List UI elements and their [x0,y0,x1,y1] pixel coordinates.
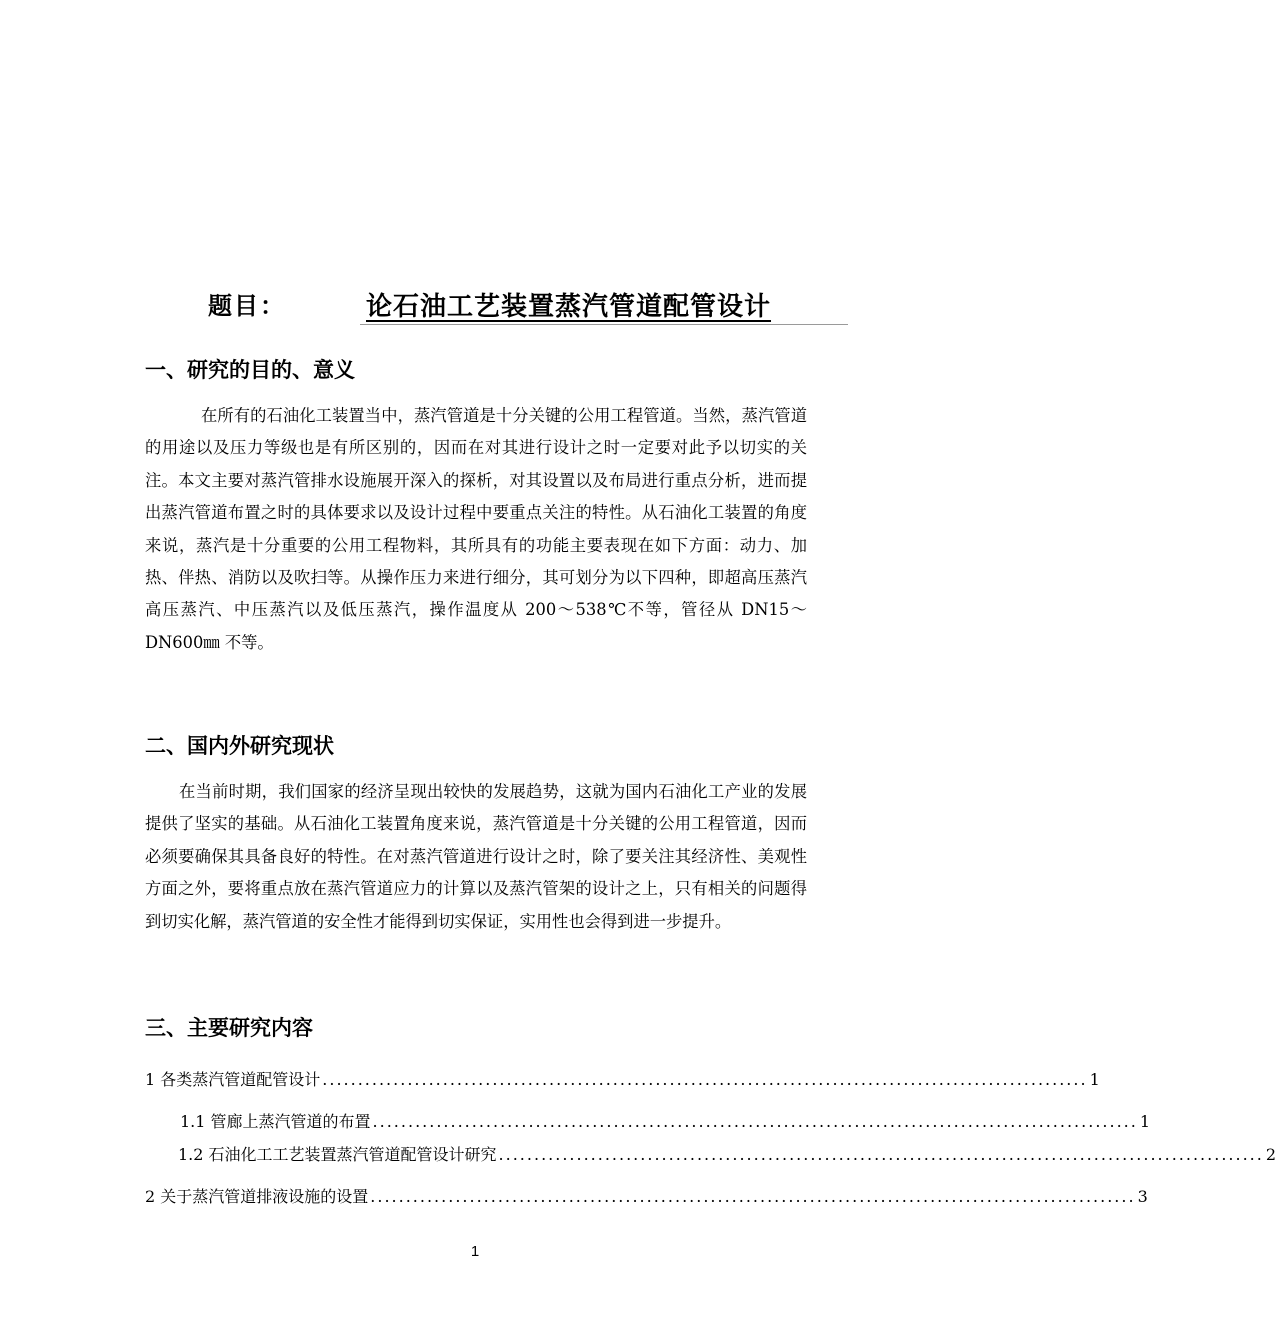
toc-entry[interactable] [145,1070,1100,1090]
section-heading-purpose: 一、研究的目的、意义 [145,358,355,382]
toc-entry[interactable] [180,1112,1151,1132]
toc-entry[interactable] [145,1187,1148,1207]
page-number: 1 [470,1243,480,1260]
title-underline-rule [360,324,848,325]
toc-leader-dots: ............................................................................................................ [498,1145,1264,1164]
title-row [0,286,950,326]
toc-leader-dots: ............................................................................................................ [372,1112,1138,1131]
section-paragraph-purpose: 在所有的石油化工装置当中，蒸汽管道是十分关键的公用工程管道。当然，蒸汽管道的用途以及压力等级也是有所区别的，因而在对其进行设计之时一定要对此予以切实的关注。本文主要对蒸汽管排水设施展开深入的探析，对其设置以及布局进行重点分析，进而提出蒸汽管道布置之时的具体要求以及设计过程中要重点关注的特性。从石油化工装置的角度来说，蒸汽是十分重要的公用工程物料，其所具有的功能主要表现在如下方面：动力、加热、伴热、消防以及吹扫等。从操作压力来进行细分，其可划分为以下四种，即超高压蒸汽高压蒸汽、中压蒸汽以及低压蒸汽，操作温度从 200～538℃不等，管径从 DN15～DN600㎜ 不等。 [145,406,807,652]
toc-leader-dots: ............................................................................................................ [322,1070,1088,1089]
section-paragraph-status: 在当前时期，我们国家的经济呈现出较快的发展趋势，这就为国内石油化工产业的发展提供了坚实的基础。从石油化工装置角度来说，蒸汽管道是十分关键的公用工程管道，因而必须要确保其具备良好的特性。在对蒸汽管道进行设计之时，除了要关注其经济性、美观性方面之外，要将重点放在蒸汽管道应力的计算以及蒸汽管架的设计之上，只有相关的问题得到切实化解，蒸汽管道的安全性才能得到切实保证，实用性也会得到进一步提升。 [145,782,807,931]
toc-entry-text: 1.1 管廊上蒸汽管道的布置 [180,1112,371,1131]
toc-entry-page: 1 [1089,1070,1100,1089]
section-heading-content: 三、主要研究内容 [145,1016,313,1040]
toc-entry-text: 1 各类蒸汽管道配管设计 [145,1070,321,1089]
toc-entry-text: 1.2 石油化工工艺装置蒸汽管道配管设计研究 [178,1145,497,1164]
toc-entry-page: 2 [1265,1145,1276,1164]
section-heading-status: 二、国内外研究现状 [145,734,334,758]
toc-entry-text: 2 关于蒸汽管道排液设施的设置 [145,1187,369,1206]
toc-entry-page: 1 [1139,1112,1151,1131]
toc-entry-page: 3 [1137,1187,1148,1206]
page-title: 论石油工艺装置蒸汽管道配管设计 [366,292,772,322]
toc-entry[interactable] [178,1145,1276,1165]
toc-leader-dots: ............................................................................................................ [370,1187,1136,1206]
title-label: 题目： [208,292,286,320]
